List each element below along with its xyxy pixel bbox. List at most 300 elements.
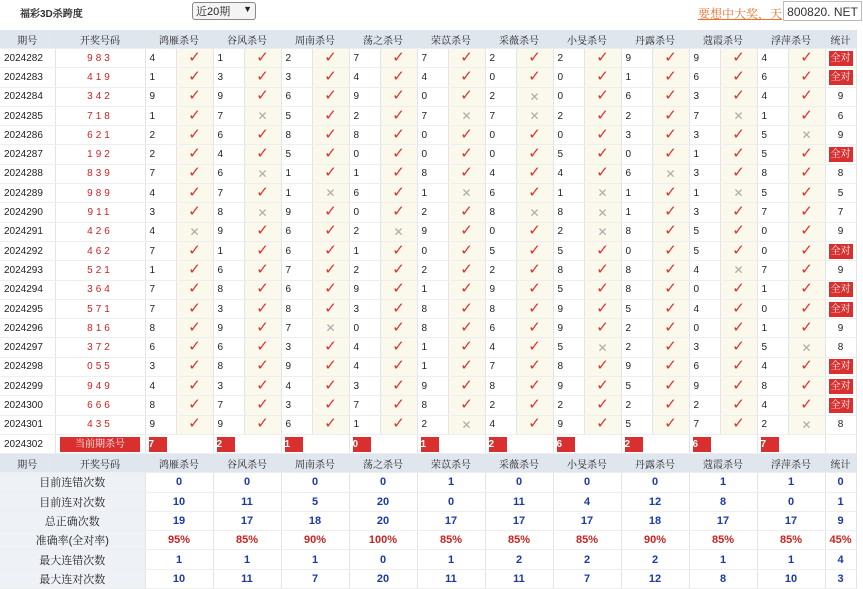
stats-label: 最大连错次数 xyxy=(0,550,145,569)
winning-number: 435 xyxy=(87,419,113,431)
kill-value: 4 xyxy=(689,261,720,280)
check-icon: ✓ xyxy=(188,415,201,433)
result-cell xyxy=(584,377,621,396)
check-icon: ✓ xyxy=(324,241,337,259)
stats-value: 0 xyxy=(145,473,213,492)
kill-value: 7 xyxy=(485,106,516,125)
stats-value: 85% xyxy=(757,531,825,550)
check-icon: ✓ xyxy=(528,183,541,201)
stat-cell xyxy=(825,261,856,280)
stats-value: 20 xyxy=(349,569,417,588)
stats-value: 5 xyxy=(281,492,349,511)
stats-value: 0 xyxy=(281,473,349,492)
check-icon: ✓ xyxy=(800,318,813,336)
winning-number-cell xyxy=(55,396,145,415)
result-cell xyxy=(788,280,825,299)
kill-value: 5 xyxy=(553,280,584,299)
kill-value: 8 xyxy=(417,164,448,183)
check-icon: ✓ xyxy=(732,280,745,298)
check-icon: ✓ xyxy=(392,145,405,163)
result-cell xyxy=(380,106,417,125)
all-correct-badge: 全对 xyxy=(830,303,851,315)
check-icon: ✓ xyxy=(528,164,541,182)
result-cell xyxy=(380,357,417,376)
check-icon: ✓ xyxy=(800,203,813,221)
current-period-row xyxy=(0,434,856,453)
kill-value: 3 xyxy=(689,164,720,183)
result-cell xyxy=(516,377,553,396)
check-icon: ✓ xyxy=(528,357,541,375)
result-cell xyxy=(380,280,417,299)
table-row xyxy=(0,106,856,125)
result-cell xyxy=(176,68,213,87)
stat-cell xyxy=(825,106,856,125)
result-cell xyxy=(244,377,281,396)
result-cell xyxy=(448,222,485,241)
result-cell xyxy=(312,203,349,222)
kill-value: 7 xyxy=(689,106,720,125)
column-header: 开奖号码 xyxy=(55,30,145,49)
check-icon: ✓ xyxy=(664,299,677,317)
kill-value: 8 xyxy=(485,377,516,396)
result-cell xyxy=(516,396,553,415)
kill-value: 8 xyxy=(281,299,312,318)
column-header: 统计 xyxy=(825,454,856,473)
period-select-value: 近20期 xyxy=(196,6,231,18)
result-cell xyxy=(516,164,553,183)
kill-value: 6 xyxy=(689,357,720,376)
result-cell xyxy=(448,377,485,396)
result-cell xyxy=(380,299,417,318)
kill-value: 9 xyxy=(213,222,244,241)
winning-number-cell xyxy=(55,377,145,396)
result-cell xyxy=(244,280,281,299)
stats-value: 2 xyxy=(485,550,553,569)
check-icon: ✓ xyxy=(256,183,269,201)
check-icon: ✓ xyxy=(324,67,337,85)
cross-icon: ✕ xyxy=(257,109,268,124)
check-icon: ✓ xyxy=(732,125,745,143)
check-icon: ✓ xyxy=(256,48,269,66)
table-row xyxy=(0,87,856,106)
result-cell xyxy=(448,299,485,318)
winning-number: 055 xyxy=(87,361,113,373)
table-row xyxy=(0,377,856,396)
kill-value: 7 xyxy=(145,241,176,260)
kill-value: 4 xyxy=(145,49,176,68)
winning-number-cell xyxy=(55,164,145,183)
table-row xyxy=(0,241,856,260)
result-cell xyxy=(312,49,349,68)
cross-icon: ✕ xyxy=(733,109,744,124)
check-icon: ✓ xyxy=(800,145,813,163)
stats-value: 20 xyxy=(349,511,417,530)
stat-cell xyxy=(825,68,856,87)
check-icon: ✓ xyxy=(732,299,745,317)
stat-count: 9 xyxy=(837,226,844,238)
table-row xyxy=(0,126,856,145)
winning-number: 372 xyxy=(87,342,113,354)
check-icon: ✓ xyxy=(460,260,473,278)
result-cell xyxy=(380,396,417,415)
check-icon: ✓ xyxy=(256,357,269,375)
table-row xyxy=(0,164,856,183)
result-cell xyxy=(788,396,825,415)
stat-cell xyxy=(825,434,856,453)
result-cell xyxy=(788,222,825,241)
cross-icon: ✕ xyxy=(257,205,268,220)
check-icon: ✓ xyxy=(392,299,405,317)
result-cell xyxy=(652,338,689,357)
check-icon: ✓ xyxy=(460,376,473,394)
result-cell xyxy=(516,415,553,434)
result-cell xyxy=(312,299,349,318)
check-icon: ✓ xyxy=(324,106,337,124)
kill-value: 5 xyxy=(485,241,516,260)
kill-value: 1 xyxy=(145,261,176,280)
stats-value: 0 xyxy=(621,473,689,492)
kill-span-table xyxy=(0,30,857,589)
result-cell xyxy=(788,357,825,376)
result-cell xyxy=(312,415,349,434)
kill-value: 3 xyxy=(689,338,720,357)
cross-icon: ✕ xyxy=(325,321,336,336)
column-header: 荡之杀号 xyxy=(349,30,417,49)
column-header: 期号 xyxy=(0,30,55,49)
result-cell xyxy=(516,203,553,222)
kill-value: 3 xyxy=(145,203,176,222)
cross-icon: ✕ xyxy=(597,205,608,220)
stat-cell xyxy=(825,126,856,145)
check-icon: ✓ xyxy=(596,145,609,163)
kill-value: 7 xyxy=(213,106,244,125)
result-cell xyxy=(584,222,621,241)
stats-value: 0 xyxy=(417,492,485,511)
check-icon: ✓ xyxy=(392,241,405,259)
check-icon: ✓ xyxy=(732,318,745,336)
result-cell xyxy=(380,87,417,106)
stat-cell xyxy=(825,184,856,203)
result-cell xyxy=(652,241,689,260)
check-icon: ✓ xyxy=(528,318,541,336)
kill-value: 0 xyxy=(689,280,720,299)
result-cell xyxy=(380,222,417,241)
kill-value: 4 xyxy=(485,164,516,183)
stats-row xyxy=(0,550,856,569)
stat-cell xyxy=(825,241,856,260)
check-icon: ✓ xyxy=(392,203,405,221)
result-cell xyxy=(584,280,621,299)
check-icon: ✓ xyxy=(188,87,201,105)
current-kill-cell xyxy=(553,434,621,453)
check-icon: ✓ xyxy=(800,106,813,124)
check-icon: ✓ xyxy=(800,280,813,298)
result-cell xyxy=(380,377,417,396)
result-cell xyxy=(176,164,213,183)
all-correct-badge: 全对 xyxy=(830,284,851,296)
check-icon: ✓ xyxy=(732,48,745,66)
result-cell xyxy=(244,338,281,357)
result-cell xyxy=(720,396,757,415)
result-cell xyxy=(448,184,485,203)
kill-value: 6 xyxy=(213,164,244,183)
result-cell xyxy=(448,164,485,183)
table-row xyxy=(0,68,856,87)
kill-value: 9 xyxy=(281,203,312,222)
kill-value: 3 xyxy=(689,126,720,145)
stats-value: 85% xyxy=(553,531,621,550)
kill-value: 2 xyxy=(145,126,176,145)
check-icon: ✓ xyxy=(800,48,813,66)
result-cell xyxy=(380,203,417,222)
kill-value: 1 xyxy=(145,68,176,87)
result-cell xyxy=(312,241,349,260)
current-kill-cell xyxy=(757,434,825,453)
winning-number-cell xyxy=(55,203,145,222)
current-kill-badge: 0 xyxy=(353,437,371,452)
check-icon: ✓ xyxy=(188,145,201,163)
check-icon: ✓ xyxy=(324,376,337,394)
result-cell xyxy=(312,396,349,415)
kill-value: 8 xyxy=(553,357,584,376)
check-icon: ✓ xyxy=(188,106,201,124)
kill-value: 4 xyxy=(281,377,312,396)
kill-value: 0 xyxy=(621,145,652,164)
result-cell xyxy=(244,164,281,183)
check-icon: ✓ xyxy=(528,338,541,356)
result-cell xyxy=(448,126,485,145)
result-cell xyxy=(584,164,621,183)
current-label-cell xyxy=(55,434,145,453)
kill-value: 5 xyxy=(621,377,652,396)
check-icon: ✓ xyxy=(664,183,677,201)
all-correct-badge: 全对 xyxy=(830,52,851,64)
check-icon: ✓ xyxy=(800,357,813,375)
column-header: 浮萍杀号 xyxy=(757,30,825,49)
result-cell xyxy=(584,87,621,106)
result-cell xyxy=(652,106,689,125)
stats-value: 1 xyxy=(825,492,856,511)
kill-value: 6 xyxy=(757,68,788,87)
stat-count: 9 xyxy=(837,264,844,276)
column-header: 周南杀号 xyxy=(281,454,349,473)
winning-number-cell xyxy=(55,106,145,125)
column-header: 开奖号码 xyxy=(55,454,145,473)
result-cell xyxy=(516,222,553,241)
kill-value: 2 xyxy=(145,145,176,164)
kill-value: 3 xyxy=(213,68,244,87)
kill-value: 8 xyxy=(349,126,380,145)
check-icon: ✓ xyxy=(664,376,677,394)
stats-value: 1 xyxy=(281,550,349,569)
result-cell xyxy=(448,357,485,376)
kill-value: 0 xyxy=(417,145,448,164)
result-cell xyxy=(584,338,621,357)
check-icon: ✓ xyxy=(732,164,745,182)
column-header: 谷风杀号 xyxy=(213,454,281,473)
cross-icon: ✕ xyxy=(461,186,472,201)
check-icon: ✓ xyxy=(596,87,609,105)
cross-icon: ✕ xyxy=(801,128,812,143)
check-icon: ✓ xyxy=(392,357,405,375)
kill-value: 2 xyxy=(349,222,380,241)
result-cell xyxy=(720,222,757,241)
current-kill-badge: 1 xyxy=(285,437,303,452)
top-bar xyxy=(0,0,863,24)
result-cell xyxy=(380,68,417,87)
check-icon: ✓ xyxy=(732,222,745,240)
kill-value: 3 xyxy=(689,87,720,106)
result-cell xyxy=(720,164,757,183)
column-header: 丹露杀号 xyxy=(621,454,689,473)
result-cell xyxy=(584,241,621,260)
kill-value: 3 xyxy=(281,338,312,357)
kill-value: 2 xyxy=(485,396,516,415)
check-icon: ✓ xyxy=(392,164,405,182)
stat-count: 8 xyxy=(837,342,844,354)
kill-value: 9 xyxy=(281,357,312,376)
stats-value: 11 xyxy=(485,492,553,511)
kill-value: 3 xyxy=(349,377,380,396)
table-row xyxy=(0,222,856,241)
check-icon: ✓ xyxy=(392,106,405,124)
result-cell xyxy=(312,126,349,145)
result-cell xyxy=(448,87,485,106)
winning-number: 989 xyxy=(87,187,113,199)
result-cell xyxy=(652,164,689,183)
kill-value: 0 xyxy=(485,68,516,87)
check-icon: ✓ xyxy=(256,280,269,298)
stat-cell xyxy=(825,49,856,68)
kill-value: 9 xyxy=(213,87,244,106)
check-icon: ✓ xyxy=(460,222,473,240)
check-icon: ✓ xyxy=(256,318,269,336)
check-icon: ✓ xyxy=(596,299,609,317)
period-select[interactable] xyxy=(192,2,256,20)
check-icon: ✓ xyxy=(664,145,677,163)
kill-value: 1 xyxy=(417,184,448,203)
result-cell xyxy=(788,106,825,125)
kill-value: 3 xyxy=(145,357,176,376)
promo-link[interactable]: 要想中大奖，天 xyxy=(698,7,783,21)
stats-value: 1 xyxy=(145,550,213,569)
kill-value: 4 xyxy=(757,87,788,106)
result-cell xyxy=(720,299,757,318)
check-icon: ✓ xyxy=(664,395,677,413)
check-icon: ✓ xyxy=(596,67,609,85)
check-icon: ✓ xyxy=(528,125,541,143)
check-icon: ✓ xyxy=(664,260,677,278)
kill-value: 7 xyxy=(349,49,380,68)
stat-cell xyxy=(825,145,856,164)
check-icon: ✓ xyxy=(256,87,269,105)
check-icon: ✓ xyxy=(256,241,269,259)
stats-row xyxy=(0,531,856,550)
check-icon: ✓ xyxy=(664,318,677,336)
kill-value: 2 xyxy=(417,203,448,222)
check-icon: ✓ xyxy=(460,164,473,182)
check-icon: ✓ xyxy=(528,376,541,394)
check-icon: ✓ xyxy=(596,280,609,298)
result-cell xyxy=(176,126,213,145)
kill-value: 0 xyxy=(417,241,448,260)
site-badge[interactable]: 800820. NET xyxy=(783,1,862,21)
result-cell xyxy=(788,68,825,87)
result-cell xyxy=(176,396,213,415)
cross-icon: ✕ xyxy=(733,186,744,201)
stats-value: 20 xyxy=(349,492,417,511)
winning-number: 621 xyxy=(87,129,113,141)
check-icon: ✓ xyxy=(324,395,337,413)
kill-value: 7 xyxy=(349,396,380,415)
result-cell xyxy=(720,241,757,260)
check-icon: ✓ xyxy=(188,318,201,336)
stats-row xyxy=(0,569,856,588)
check-icon: ✓ xyxy=(664,357,677,375)
result-cell xyxy=(788,319,825,338)
stats-value: 2 xyxy=(553,550,621,569)
kill-value: 5 xyxy=(621,299,652,318)
kill-value: 1 xyxy=(349,415,380,434)
result-cell xyxy=(312,184,349,203)
kill-value: 2 xyxy=(621,319,652,338)
kill-value: 7 xyxy=(281,319,312,338)
stat-cell xyxy=(825,299,856,318)
stats-value: 9 xyxy=(825,511,856,530)
check-icon: ✓ xyxy=(460,145,473,163)
result-cell xyxy=(244,68,281,87)
stats-value: 0 xyxy=(349,473,417,492)
stats-value: 100% xyxy=(349,531,417,550)
result-cell xyxy=(788,145,825,164)
result-cell xyxy=(516,261,553,280)
stat-cell xyxy=(825,415,856,434)
result-cell xyxy=(244,49,281,68)
current-kill-cell xyxy=(417,434,485,453)
kill-value: 0 xyxy=(553,126,584,145)
result-cell xyxy=(380,164,417,183)
result-cell xyxy=(312,222,349,241)
kill-value: 4 xyxy=(417,68,448,87)
kill-value: 1 xyxy=(145,106,176,125)
result-cell xyxy=(176,280,213,299)
column-header: 统计 xyxy=(825,30,856,49)
result-cell xyxy=(176,415,213,434)
kill-value: 0 xyxy=(757,299,788,318)
result-cell xyxy=(516,338,553,357)
period-cell: 2024290 xyxy=(0,203,55,222)
check-icon: ✓ xyxy=(460,299,473,317)
winning-number: 342 xyxy=(87,91,113,103)
check-icon: ✓ xyxy=(324,260,337,278)
stats-value: 85% xyxy=(689,531,757,550)
period-cell: 2024302 xyxy=(0,434,55,453)
check-icon: ✓ xyxy=(596,48,609,66)
cross-icon: ✕ xyxy=(257,166,268,181)
result-cell xyxy=(448,241,485,260)
winning-number-cell xyxy=(55,222,145,241)
check-icon: ✓ xyxy=(392,125,405,143)
check-icon: ✓ xyxy=(188,338,201,356)
kill-value: 4 xyxy=(757,396,788,415)
result-cell xyxy=(176,241,213,260)
kill-value: 8 xyxy=(621,280,652,299)
kill-value: 1 xyxy=(417,280,448,299)
check-icon: ✓ xyxy=(460,338,473,356)
result-cell xyxy=(788,415,825,434)
result-cell xyxy=(244,396,281,415)
result-cell xyxy=(176,338,213,357)
